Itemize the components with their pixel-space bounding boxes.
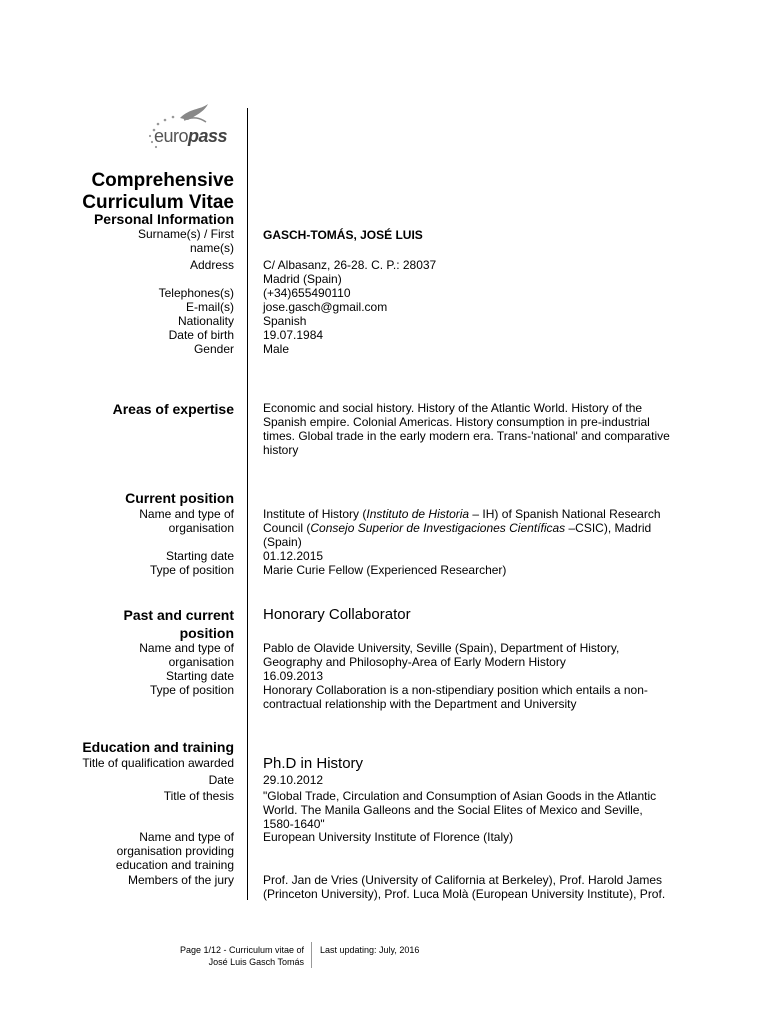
europass-logo	[140, 100, 240, 160]
jury-value: Prof. Jan de Vries (University of California at Berkeley), Prof. Harold James (Princeton University), Prof. Luca Molà (European University Institute), Prof.	[263, 873, 666, 901]
past-heading: Past and current position	[123, 607, 234, 641]
address-label: Address	[189, 258, 234, 272]
edu-org-value: European University Institute of Florence (Italy)	[263, 830, 514, 844]
nationality-value: Spanish	[263, 314, 307, 328]
current-start-value: 01.12.2015	[263, 549, 324, 563]
cv-title-line1: Comprehensive	[91, 170, 234, 191]
past-type-label: Type of position	[149, 683, 234, 697]
education-heading: Education and training	[82, 739, 234, 755]
thesis-label: Title of thesis	[163, 789, 234, 803]
address-value: C/ Albasanz, 26-28. C. P.: 28037 Madrid (Spain)	[263, 258, 437, 286]
current-heading: Current position	[125, 490, 234, 506]
current-org-value: Institute of History (Instituto de Historia – IH) of Spanish National Research Council (Consejo Superior de Investigaciones Científicas –CSIC), Madrid (Spain)	[263, 507, 661, 549]
dob-value: 19.07.1984	[263, 328, 324, 342]
past-type-value: Honorary Collaboration is a non-stipendiary position which entails a non- contractual relationship with the Department and University	[263, 683, 648, 711]
gender-label: Gender	[193, 342, 234, 356]
footer-last-updated: Last updating: July, 2016	[320, 945, 420, 955]
expertise-text: Economic and social history. History of the Atlantic World. History of the Spanish empire. Colonial Americas. History consumption in pre-industrial times. Global trade in the early modern era. Trans-'national' and comparative history	[263, 401, 670, 457]
qualification-value: Ph.D in History	[263, 755, 364, 772]
past-start-label: Starting date	[165, 669, 234, 683]
nationality-label: Nationality	[177, 314, 234, 328]
cv-title-line2: Curriculum Vitae	[82, 192, 234, 213]
current-org-label: Name and type of organisation	[139, 507, 234, 535]
surname-value: GASCH-TOMÁS, JOSÉ LUIS	[263, 228, 423, 242]
personal-heading: Personal Information	[93, 211, 234, 227]
telephones-value: (+34)655490110	[263, 286, 351, 300]
current-type-label: Type of position	[149, 563, 234, 577]
europass-wordmark: europass	[154, 126, 228, 146]
current-type-value: Marie Curie Fellow (Experienced Researcher)	[263, 563, 507, 577]
date-label: Date	[208, 773, 234, 787]
vertical-divider	[247, 108, 248, 900]
dob-label: Date of birth	[168, 328, 234, 342]
jury-label: Members of the jury	[127, 873, 234, 887]
footer-page-info: Page 1/12 - Curriculum vitae of José Luis Gasch Tomás	[179, 945, 304, 967]
telephones-label: Telephones(s)	[158, 286, 234, 300]
expertise-heading: Areas of expertise	[112, 401, 234, 417]
past-org-value: Pablo de Olavide University, Seville (Spain), Department of History, Geography and Philosophy-Area of Early Modern History	[263, 641, 620, 669]
past-position-title: Honorary Collaborator	[263, 606, 411, 623]
email-value: jose.gasch@gmail.com	[263, 300, 388, 314]
current-start-label: Starting date	[165, 549, 234, 563]
qualification-label: Title of qualification awarded	[82, 756, 234, 770]
past-start-value: 16.09.2013	[263, 669, 324, 683]
surname-label: Surname(s) / First name(s)	[137, 227, 234, 255]
date-value: 29.10.2012	[263, 773, 324, 787]
gender-value: Male	[263, 342, 290, 356]
email-label: E-mail(s)	[186, 300, 234, 314]
thesis-value: "Global Trade, Circulation and Consumption of Asian Goods in the Atlantic World. The Manila Galleons and the Social Elites of Mexico and Seville, 1580-1640"	[263, 789, 657, 831]
past-org-label: Name and type of organisation	[139, 641, 234, 669]
footer-divider	[311, 942, 312, 968]
edu-org-label: Name and type of organisation providing education and training	[115, 830, 234, 872]
